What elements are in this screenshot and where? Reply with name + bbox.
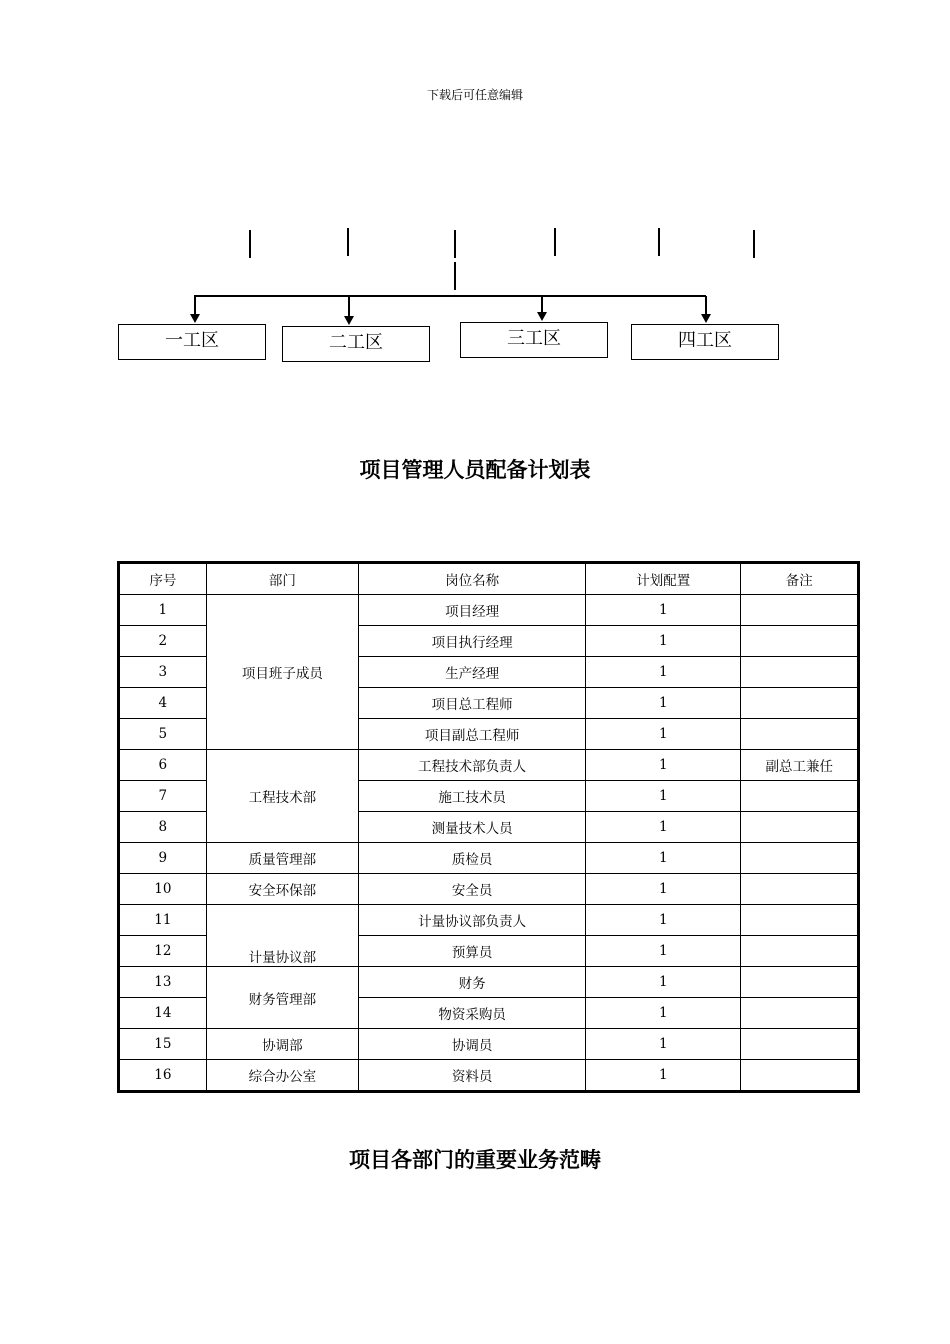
position-cell: 预算员 xyxy=(359,936,586,967)
table-row xyxy=(119,874,859,905)
column-header: 岗位名称 xyxy=(359,563,586,595)
zone-box-4: 四工区 xyxy=(631,324,779,360)
arrow-head xyxy=(537,312,547,321)
note-cell xyxy=(741,1060,859,1092)
count-cell: 1 xyxy=(586,812,741,843)
count-cell: 1 xyxy=(586,750,741,781)
position-cell: 工程技术部负责人 xyxy=(359,750,586,781)
department-cell: 财务管理部 xyxy=(206,967,358,1029)
column-header: 备注 xyxy=(741,563,859,595)
count-cell: 1 xyxy=(586,688,741,719)
row-number: 1 xyxy=(119,595,207,626)
count-cell: 1 xyxy=(586,905,741,936)
note-cell xyxy=(741,874,859,905)
position-cell: 质检员 xyxy=(359,843,586,874)
row-number: 2 xyxy=(119,626,207,657)
header-note: 下载后可任意编辑 xyxy=(426,88,523,102)
note-cell xyxy=(741,595,859,626)
table-row xyxy=(119,1029,859,1060)
position-cell: 项目经理 xyxy=(359,595,586,626)
position-cell: 项目执行经理 xyxy=(359,626,586,657)
table-row xyxy=(119,843,859,874)
count-cell: 1 xyxy=(586,626,741,657)
row-number: 5 xyxy=(119,719,207,750)
count-cell: 1 xyxy=(586,1060,741,1092)
arrow-head xyxy=(190,314,200,323)
note-cell xyxy=(741,719,859,750)
note-cell xyxy=(741,812,859,843)
table-row xyxy=(119,750,859,781)
count-cell: 1 xyxy=(586,1029,741,1060)
zone-box-1: 一工区 xyxy=(118,324,266,360)
staff-plan-title: 项目管理人员配备计划表 xyxy=(359,457,591,482)
note-cell xyxy=(741,781,859,812)
department-cell: 项目班子成员 xyxy=(206,595,358,750)
note-cell xyxy=(741,998,859,1029)
count-cell: 1 xyxy=(586,595,741,626)
row-number: 3 xyxy=(119,657,207,688)
row-number: 12 xyxy=(119,936,207,967)
row-number: 16 xyxy=(119,1060,207,1092)
column-header: 部门 xyxy=(206,563,358,595)
note-cell: 副总工兼任 xyxy=(741,750,859,781)
row-number: 10 xyxy=(119,874,207,905)
arrow-head xyxy=(701,314,711,323)
department-scope-title: 项目各部门的重要业务范畴 xyxy=(349,1147,601,1172)
table-row xyxy=(119,905,859,936)
zone-box-3: 三工区 xyxy=(460,322,608,358)
position-cell: 测量技术人员 xyxy=(359,812,586,843)
table-row xyxy=(119,595,859,626)
position-cell: 生产经理 xyxy=(359,657,586,688)
row-number: 11 xyxy=(119,905,207,936)
row-number: 8 xyxy=(119,812,207,843)
row-number: 14 xyxy=(119,998,207,1029)
position-cell: 资料员 xyxy=(359,1060,586,1092)
row-number: 9 xyxy=(119,843,207,874)
count-cell: 1 xyxy=(586,874,741,905)
row-number: 13 xyxy=(119,967,207,998)
count-cell: 1 xyxy=(586,843,741,874)
department-cell: 计量协议部 xyxy=(206,905,358,967)
row-number: 6 xyxy=(119,750,207,781)
staff-plan-table xyxy=(117,561,860,1093)
row-number: 7 xyxy=(119,781,207,812)
note-cell xyxy=(741,936,859,967)
zone-box-2: 二工区 xyxy=(282,326,430,362)
note-cell xyxy=(741,905,859,936)
count-cell: 1 xyxy=(586,657,741,688)
row-number: 4 xyxy=(119,688,207,719)
position-cell: 施工技术员 xyxy=(359,781,586,812)
arrow-head xyxy=(344,316,354,325)
note-cell xyxy=(741,657,859,688)
table-row xyxy=(119,967,859,998)
count-cell: 1 xyxy=(586,719,741,750)
table-row xyxy=(119,1060,859,1092)
note-cell xyxy=(741,626,859,657)
position-cell: 安全员 xyxy=(359,874,586,905)
count-cell: 1 xyxy=(586,998,741,1029)
position-cell: 财务 xyxy=(359,967,586,998)
note-cell xyxy=(741,843,859,874)
row-number: 15 xyxy=(119,1029,207,1060)
count-cell: 1 xyxy=(586,781,741,812)
position-cell: 物资采购员 xyxy=(359,998,586,1029)
count-cell: 1 xyxy=(586,936,741,967)
position-cell: 项目副总工程师 xyxy=(359,719,586,750)
note-cell xyxy=(741,967,859,998)
department-cell: 质量管理部 xyxy=(206,843,358,874)
department-cell: 综合办公室 xyxy=(206,1060,358,1092)
position-cell: 协调员 xyxy=(359,1029,586,1060)
note-cell xyxy=(741,1029,859,1060)
count-cell: 1 xyxy=(586,967,741,998)
table-header-row xyxy=(119,563,859,595)
position-cell: 项目总工程师 xyxy=(359,688,586,719)
department-cell: 安全环保部 xyxy=(206,874,358,905)
department-cell: 工程技术部 xyxy=(206,750,358,843)
position-cell: 计量协议部负责人 xyxy=(359,905,586,936)
column-header: 计划配置 xyxy=(586,563,741,595)
department-cell: 协调部 xyxy=(206,1029,358,1060)
note-cell xyxy=(741,688,859,719)
column-header: 序号 xyxy=(119,563,207,595)
